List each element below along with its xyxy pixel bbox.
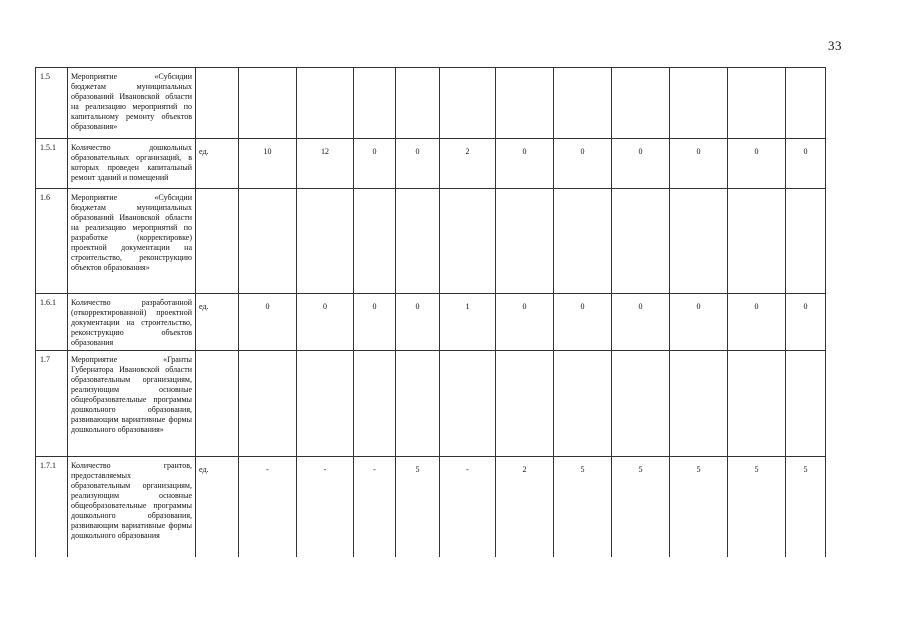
row-value-cell: - [297,457,354,557]
row-value-cell: 0 [728,294,786,351]
row-value-cell: 0 [786,294,826,351]
row-value-cell: - [440,457,496,557]
row-value-cell: 5 [612,457,670,557]
page-number: 33 [828,38,842,53]
row-value-cell [786,351,826,457]
row-value-cell: 0 [786,139,826,189]
row-value-cell [554,189,612,294]
row-unit-cell: ед. [196,457,239,557]
row-value-cell: 0 [496,139,554,189]
row-value-cell [297,68,354,139]
row-name-cell: Количество разработанной (откорректированной) проектной документации на строительство, реконструкцию объектов образования [68,294,196,351]
row-value-cell: 0 [297,294,354,351]
row-value-cell: 0 [496,294,554,351]
row-code-cell: 1.7.1 [36,457,68,557]
row-code-cell: 1.6 [36,189,68,294]
row-unit-cell [196,189,239,294]
row-value-cell [354,189,396,294]
row-value-cell: 12 [297,139,354,189]
indicator-table [35,67,826,557]
row-value-cell: 0 [612,139,670,189]
row-value-cell [670,68,728,139]
row-value-cell: 5 [554,457,612,557]
row-value-cell [728,351,786,457]
row-value-cell: 5 [728,457,786,557]
row-value-cell: 0 [728,139,786,189]
row-value-cell: - [239,457,297,557]
row-value-cell [239,68,297,139]
row-value-cell [440,68,496,139]
row-value-cell [239,351,297,457]
row-value-cell [396,189,440,294]
row-name-cell: Мероприятие «Гранты Губернатора Ивановской области образовательным организациям, реализующим основные общеобразовательные программы дошкольного образования, развивающим вариативные формы дошкольного образования» [68,351,196,457]
row-value-cell [496,351,554,457]
row-value-cell: 5 [396,457,440,557]
row-name-cell: Количество дошкольных образовательных организаций, в которых проведен капитальный ремонт зданий и помещений [68,139,196,189]
row-value-cell: 0 [612,294,670,351]
row-value-cell [354,351,396,457]
row-value-cell: 5 [670,457,728,557]
row-value-cell [297,189,354,294]
row-value-cell: 5 [786,457,826,557]
row-value-cell [786,189,826,294]
row-value-cell: 0 [670,139,728,189]
row-value-cell [786,68,826,139]
row-value-cell: 10 [239,139,297,189]
row-value-cell [728,189,786,294]
row-value-cell: 0 [396,294,440,351]
row-value-cell: 0 [670,294,728,351]
row-unit-cell [196,351,239,457]
row-value-cell [612,189,670,294]
table-row [36,294,826,351]
table-row [36,139,826,189]
row-value-cell [670,351,728,457]
row-value-cell [728,68,786,139]
row-value-cell [554,351,612,457]
table-row [36,68,826,139]
table-row [36,351,826,457]
row-value-cell [612,68,670,139]
row-name-cell: Мероприятие «Субсидии бюджетам муниципальных образований Ивановской области на реализацию мероприятий по разработке (корректировке) проектной документации на строительство, реконструкцию объектов образования» [68,189,196,294]
row-value-cell [440,189,496,294]
table-row [36,189,826,294]
row-value-cell: 0 [396,139,440,189]
row-name-cell: Количество грантов, предоставляемых образовательным организациям, реализующим основные общеобразовательные программы дошкольного образования, развивающим вариативные формы дошкольного образования [68,457,196,557]
row-value-cell: 0 [354,139,396,189]
row-code-cell: 1.7 [36,351,68,457]
row-code-cell: 1.5 [36,68,68,139]
row-value-cell [670,189,728,294]
row-value-cell [354,68,396,139]
row-code-cell: 1.5.1 [36,139,68,189]
row-value-cell [440,351,496,457]
row-value-cell: 0 [239,294,297,351]
row-value-cell [554,68,612,139]
row-value-cell [239,189,297,294]
row-value-cell: - [354,457,396,557]
row-unit-cell [196,68,239,139]
row-unit-cell: ед. [196,139,239,189]
row-value-cell: 2 [496,457,554,557]
row-value-cell [496,189,554,294]
row-value-cell [396,68,440,139]
row-value-cell: 1 [440,294,496,351]
row-value-cell [496,68,554,139]
row-value-cell [612,351,670,457]
row-code-cell: 1.6.1 [36,294,68,351]
row-name-cell: Мероприятие «Субсидии бюджетам муниципальных образований Ивановской области на реализацию мероприятий по капитальному ремонту объектов образования» [68,68,196,139]
row-value-cell: 0 [554,294,612,351]
row-value-cell [297,351,354,457]
row-value-cell: 0 [354,294,396,351]
row-value-cell [396,351,440,457]
row-value-cell: 0 [554,139,612,189]
table-body [36,68,826,557]
table-row [36,457,826,557]
row-value-cell: 2 [440,139,496,189]
row-unit-cell: ед. [196,294,239,351]
